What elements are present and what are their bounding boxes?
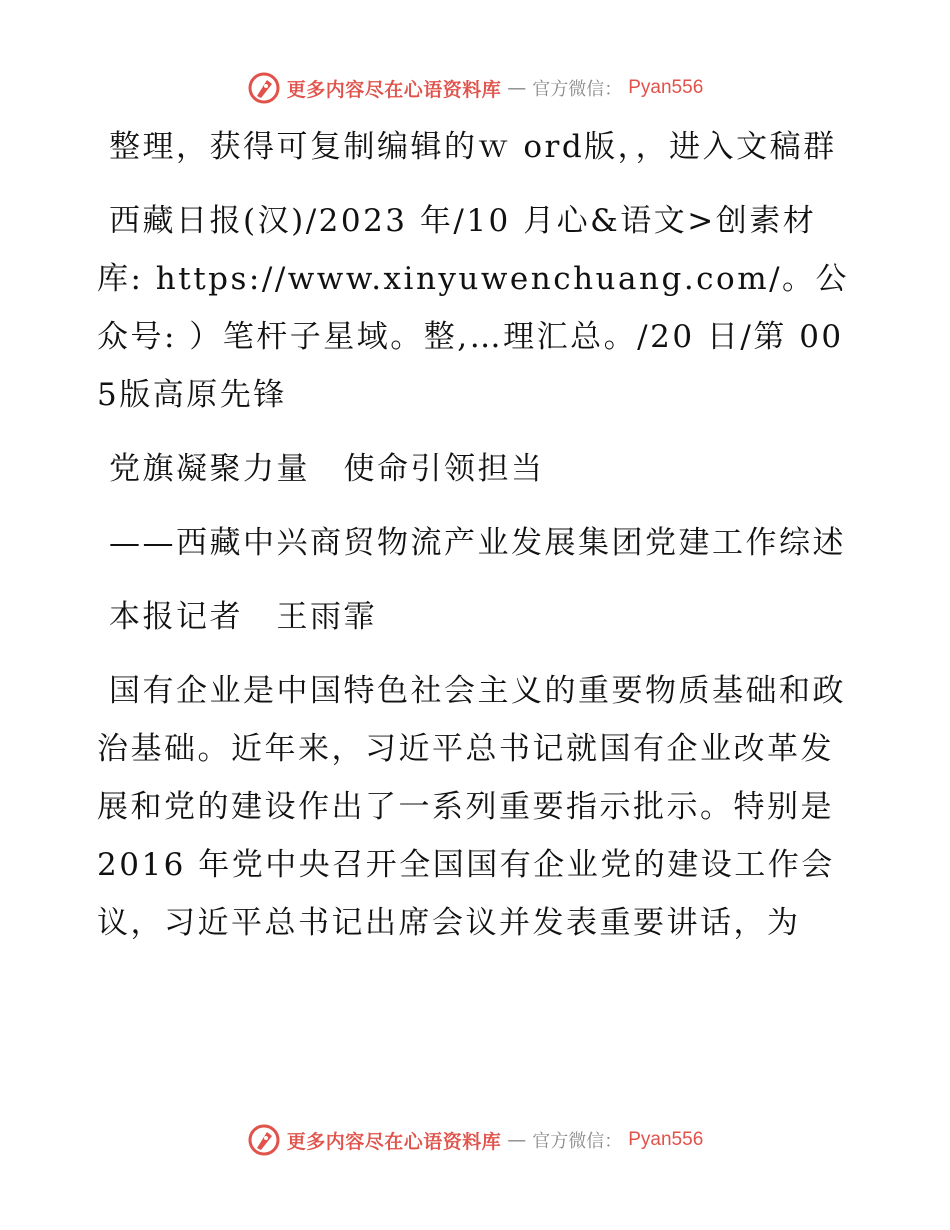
paragraph-intro: 整理，获得可复制编辑的ｗ ord版，，进入文稿群 [109, 129, 837, 165]
watermark-wechat-id: Pyan556 [628, 1129, 704, 1150]
paragraph-body: 国有企业是中国特色社会主义的重要物质基础和政治基础。近年来，习近平总书记就国有企业改革发展和党的建设作出了一系列重要指示批示。特别是 2016 年党中央召开全国国有企业党的建设工作会议，习近平总书记出席会议并发表重要讲话，为 [97, 673, 846, 941]
watermark-wechat-label: 官方微信： [532, 1131, 623, 1152]
watermark-footer [0, 1122, 950, 1158]
article-byline: 本报记者 王雨霏 [109, 599, 377, 635]
pen-nib-logo-icon [247, 1123, 281, 1157]
watermark-wechat-id: Pyan556 [628, 77, 704, 98]
watermark-separator: — [507, 1129, 527, 1151]
watermark-wechat-label: 官方微信： [532, 79, 623, 100]
paragraph-source: 西藏日报(汉)/2023 年/10 月心&语文>创素材库: https://www.xinyuwenchuang.com/。公众号: ）笔杆子星域。整,…理汇总。/20 日/第 005版高原先锋 [97, 203, 850, 413]
pen-nib-logo-icon [247, 71, 281, 105]
watermark-site-text: 更多内容尽在心语资料库 [286, 78, 502, 101]
article-title: 党旗凝聚力量 使命引领担当 [109, 451, 545, 487]
watermark-separator: — [507, 77, 527, 99]
document-body [97, 118, 857, 968]
article-subtitle: ——西藏中兴商贸物流产业发展集团党建工作综述 [109, 525, 846, 561]
watermark-header [0, 70, 950, 106]
watermark-site-text: 更多内容尽在心语资料库 [286, 1130, 502, 1153]
